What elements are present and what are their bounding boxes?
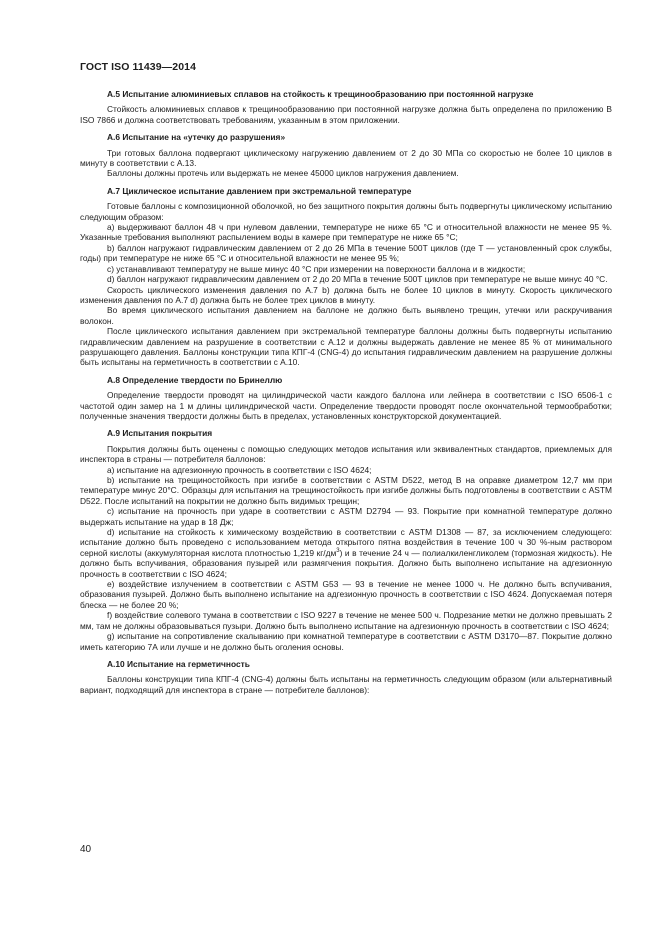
list-item: g) испытание на сопротивление скалыванию при комнатной температуре в соответствии с ASTM D3170—87. Покрытие должно иметь категорию 7А или лучше и не должно быть оголения основы. — [80, 631, 612, 652]
superscript: 3 — [336, 548, 340, 555]
list-item: b) баллон нагружают гидравлическим давлением от 2 до 26 МПа в течение 500Т циклов (где Т — установленный срок службы, годы) при температуре не ниже 65 °С и относительной влажности не менее 95 %; — [80, 242, 612, 264]
section-heading-a5: А.5 Испытание алюминиевых сплавов на стойкость к трещинообразованию при постоянной нагрузке — [107, 89, 534, 99]
list-item: f) воздействие солевого тумана в соответствии с ISO 9227 в течение не менее 500 ч. Подрезание метки не должно превышать 2 мм, там не должны образовываться пузыри. Должно быть выполнено испытание на адгезионную прочность в соответствии с ISO 4624; — [80, 610, 612, 631]
list-item: a) выдерживают баллон 48 ч при нулевом давлении, температуре не ниже 65 °С и относительной влажности не менее 95 %. Указанные требования выполняют распылением воды в камере при температуре не ниже 65 °С; — [80, 222, 612, 243]
paragraph: Три готовых баллона подвергают циклическому нагружению давлением от 2 до 30 МПа со скоростью не более 10 циклов в минуту в соответствии с А.13. — [80, 147, 612, 169]
paragraph: Определение твердости проводят на цилиндрической части каждого баллона или лейнера в соответствии с ISO 6506-1 с частотой один замер на 1 м длины цилиндрической части. Определение твердости проводят после окончательной термообработки; полученные значения твердости должны быть в пределах, установленных конструкторской документацией. — [80, 390, 612, 421]
list-item: d) баллон нагружают гидравлическим давлением от 2 до 20 МПа в течение 500Т циклов при температуре не выше минус 40 °С. — [107, 274, 608, 285]
paragraph: После циклического испытания давлением при экстремальной температуре баллоны должны быть подвергнуты испытанию гидравлическим давлением на разрушение в соответствии с А.12 и должны выдержать давление не менее 85 % от минимального разрушающего давления. Баллоны конструкции типа КПГ-4 (CNG-4) до испытания гидравлическим давлением на разрушение должны быть испытаны на герметичность в соответствии с А.10. — [80, 326, 612, 368]
section-heading-a7: А.7 Циклическое испытание давлением при экстремальной температуре — [107, 185, 412, 196]
section-heading-a8: А.8 Определение твердости по Бринеллю — [107, 374, 283, 385]
paragraph: Скорость циклического изменения давления по А.7 b) должна быть не более 10 циклов в минуту. Скорость циклического изменения давления по А.7 d) должна быть не более трех циклов в минуту. — [80, 284, 612, 305]
paragraph: Стойкость алюминиевых сплавов к трещинообразованию при постоянной нагрузке должна быть определена по приложению В ISO 7866 и должна соответствовать требованиям, указанным в этом приложении. — [80, 104, 612, 125]
list-item: c) испытание на прочность при ударе в соответствии с ASTM D2794 — 93. Покрытие при комнатной температуре должно выдержать испытание на удар в 18 Дж; — [80, 506, 612, 527]
document-header: ГОСТ ISO 11439—2014 — [80, 61, 197, 73]
paragraph: Баллоны должны протечь или выдержать не менее 45000 циклов нагружения давлением. — [107, 168, 459, 179]
paragraph: Баллоны конструкции типа КПГ-4 (CNG-4) должны быть испытаны на герметичность следующим образом (или альтернативный вариант, подходящий для инспектора в стране — потребителе баллонов): — [80, 674, 612, 695]
paragraph: Готовые баллоны с композиционной оболочкой, но без защитного покрытия должны быть подвергнуты циклическому испытанию следующим образом: — [80, 201, 612, 222]
section-heading-a6: А.6 Испытание на «утечку до разрушения» — [107, 132, 286, 143]
list-item — [80, 527, 612, 579]
list-item: c) устанавливают температуру не выше минус 40 °С при измерении на поверхности баллона и в жидкости; — [107, 263, 526, 274]
section-heading-a9: А.9 Испытания покрытия — [107, 428, 213, 439]
section-heading-a10: А.10 Испытание на герметичность — [107, 658, 250, 669]
document-body — [80, 89, 612, 695]
list-item: a) испытание на адгезионную прочность в соответствии с ISO 4624; — [107, 464, 372, 475]
paragraph: Во время циклического испытания давлением на баллоне не должно быть выявлено трещин, утечки или раскручивания волокон. — [80, 305, 612, 326]
list-item-text: d) испытание на стойкость к химическому воздействию в соответствии с ASTM D1308 — 87, за исключением следующего: испытание должно быть проведено с использованием метода открытого пятна воздействия в течение 100 ч 30 %-ным раствором серной кислоты (аккумуляторная кислота плотностью 1,219 кг/дм — [80, 527, 612, 558]
page-number: 40 — [80, 844, 92, 855]
list-item: b) испытание на трещиностойкость при изгибе в соответствии с ASTM D522, метод В на оправке диаметром 12,7 мм при температуре минус 20°С. Образцы для испытания на трещиностойкость при изгибе должны быть подготовлены в соответствии с ASTM D522. После испытаний на покрытии не должно быть видимых трещин; — [80, 475, 612, 506]
list-item: e) воздействие излучением в соответствии с ASTM G53 — 93 в течение не менее 1000 ч. Не должно быть вспучивания, образования пузырей. Должно быть выполнено испытание на адгезионную прочность в соответствии с ISO 4624. Допускаемая потеря блеска — не более 20 %; — [80, 579, 612, 610]
list-item-text: ) и в течение 24 ч — полиалкиленгликолем (тормозная жидкость). Не должно быть вспучивания, образования пузырей или размягчения покрытия. Должно быть выполнено испытание на адгезионную прочность в соответствии с ISO 4624; — [80, 547, 612, 579]
paragraph: Покрытия должны быть оценены с помощью следующих методов испытания или эквивалентных стандартов, приемлемых для инспектора в страны — потребителя баллонов: — [80, 443, 612, 465]
